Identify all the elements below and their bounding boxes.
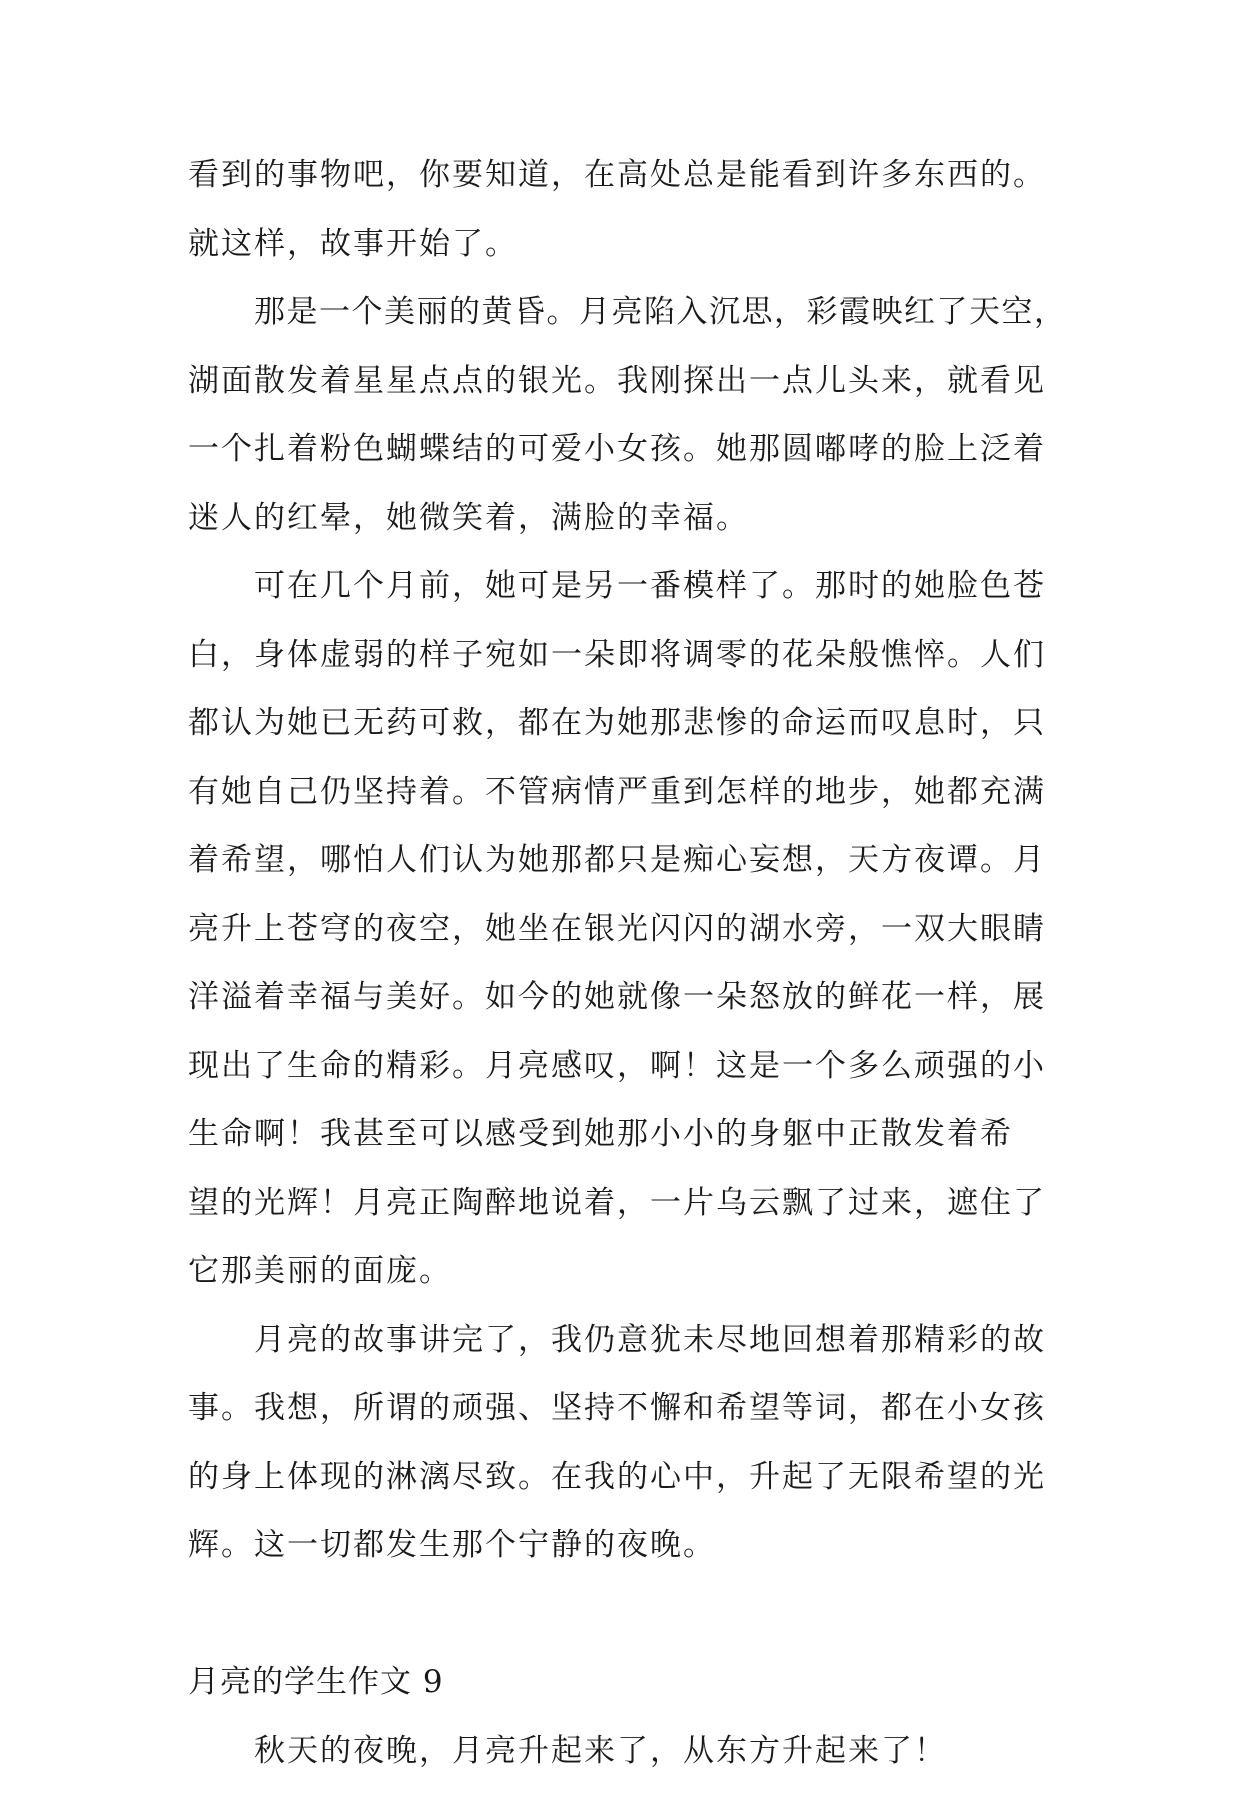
text-line: 亮升上苍穹的夜空，她坐在银光闪闪的湖水旁，一双大眼睛 [188,910,1046,947]
text-line: 现出了生命的精彩。月亮感叹，啊！这是一个多么顽强的小 [188,1047,1046,1084]
text-line: 事。我想，所谓的顽强、坚持不懈和希望等词，都在小女孩 [188,1390,1046,1426]
text-line: 辉。这一切都发生那个宁静的夜晚。 [188,1527,716,1563]
text-line: 秋天的夜晚，月亮升起来了，从东方升起来了！ [254,1732,947,1769]
paragraph [188,1323,1068,1563]
text-line: 那是一个美丽的黄昏。月亮陷入沉思，彩霞映红了天空， [254,294,1067,330]
text-line: 可在几个月前，她可是另一番模样了。那时的她脸色苍 [254,568,1046,604]
document-page [188,158,1068,1802]
text-line: 的身上体现的淋漓尽致。在我的心中，升起了无限希望的光 [188,1458,1046,1495]
text-line: 望的光辉！月亮正陶醉地说着，一片乌云飘了过来，遮住了 [188,1184,1046,1221]
text-line: 它那美丽的面庞。 [188,1253,452,1289]
section-title: 月亮的学生作文 9 [188,1664,444,1700]
text-line: 洋溢着幸福与美好。如今的她就像一朵怒放的鲜花一样，展 [188,979,1046,1015]
text-line: 着希望，哪怕人们认为她那都只是痴心妄想，天方夜谭。月 [188,842,1046,878]
text-line: 生命啊！我甚至可以感受到她那小小的身躯中正散发着希 [188,1116,1013,1152]
paragraph [188,295,1068,535]
text-line: 看到的事物吧，你要知道，在高处总是能看到许多东西的。 [188,157,1046,193]
text-line: 迷人的红晕，她微笑着，满脸的幸福。 [188,499,749,536]
text-line: 有她自己仍坚持着。不管病情严重到怎样的地步，她都充满 [188,773,1046,810]
text-line: 就这样，故事开始了。 [188,225,518,262]
text-line: 都认为她已无药可救，都在为她那悲惨的命运而叹息时，只 [188,705,1046,741]
text-line: 月亮的故事讲完了，我仍意犹未尽地回想着那精彩的故 [254,1321,1046,1358]
paragraph [188,158,1068,261]
text-line: 湖面散发着星星点点的银光。我刚探出一点儿头来，就看见 [188,362,1046,399]
text-line: 白，身体虚弱的样子宛如一朵即将调零的花朵般憔悴。人们 [188,636,1046,673]
text-line: 一个扎着粉色蝴蝶结的可爱小女孩。她那圆嘟哮的脸上泛着 [188,431,1046,467]
blank-line [188,1597,1068,1631]
paragraph [188,569,1068,1288]
